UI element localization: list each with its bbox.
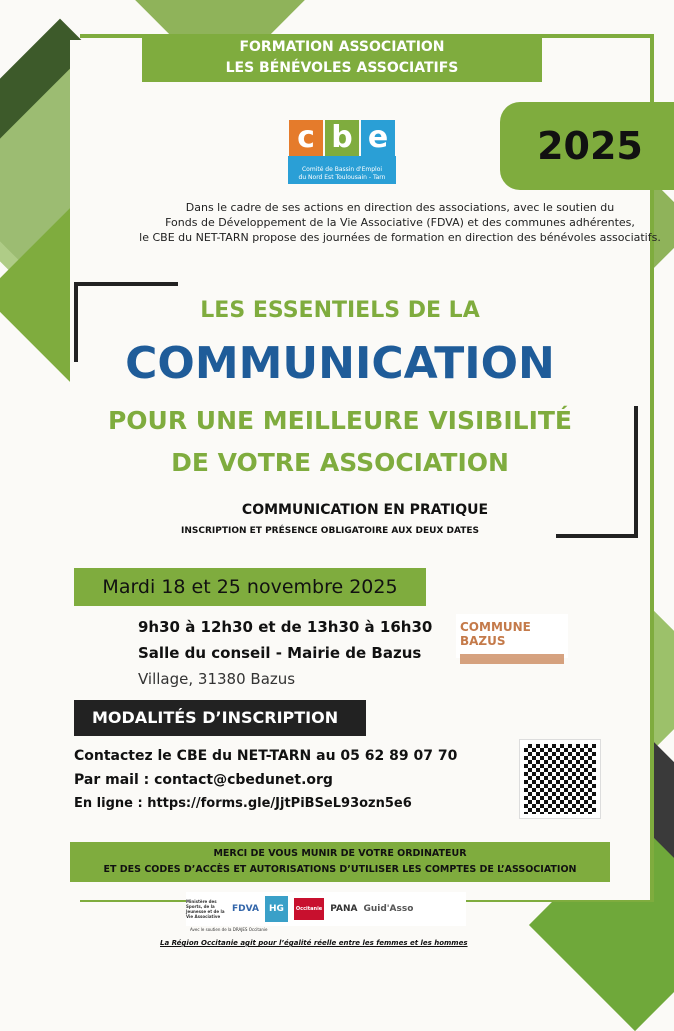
cbe-logo: c b e Comité de Bassin d'Emploi du Nord Est Toulousain - Tarn [288, 120, 396, 192]
contact-block [74, 744, 457, 816]
header-line1: FORMATION ASSOCIATION [239, 39, 445, 55]
year: 2025 [537, 124, 643, 168]
commune-bazus-logo: COMMUNE BAZUS [456, 614, 568, 658]
intro-line: Fonds de Développement de la Vie Associative (FDVA) et des communes adhérentes, [165, 216, 635, 229]
time: 9h30 à 12h30 et de 13h30 à 16h30 [138, 618, 433, 636]
subtitle-1: COMMUNICATION EN PRATIQUE [241, 502, 489, 518]
place: Salle du conseil - Mairie de Bazus [138, 644, 422, 662]
contact-mail[interactable]: Par mail : contact@cbedunet.org [74, 772, 333, 788]
contact-phone: Contactez le CBE du NET-TARN au 05 62 89 07 70 [74, 748, 458, 764]
dates: Mardi 18 et 25 novembre 2025 [102, 576, 398, 598]
intro-line: Dans le cadre de ses actions en direction des associations, avec le soutien du [185, 201, 615, 214]
modalites-title: MODALITÉS D’INSCRIPTION [92, 708, 339, 727]
footer-banner [70, 842, 610, 882]
title-sub1: POUR UNE MEILLEURE VISIBILITÉ [107, 406, 573, 435]
partners-logos: Ministère des Sports, de la Jeunesse et de la Vie Associative FDVA HG Occitanie PANA Guid'Asso [186, 892, 466, 926]
intro-text [130, 200, 670, 245]
logo-caption2: du Nord Est Toulousain - Tarn [298, 174, 386, 181]
footer-line2: ET DES CODES D’ACCÈS ET AUTORISATIONS D’UTILISER LES COMPTES DE L’ASSOCIATION [103, 864, 577, 875]
logo-caption1: Comité de Bassin d'Emploi [301, 166, 383, 173]
title-pre: LES ESSENTIELS DE LA [200, 298, 480, 323]
footer-line1: MERCI DE VOUS MUNIR DE VOTRE ORDINATEUR [213, 848, 467, 859]
modalites-banner [74, 700, 366, 736]
intro-line: le CBE du NET-TARN propose des journées de formation en direction des bénévoles associatifs. [139, 231, 661, 244]
header-line2: LES BÉNÉVOLES ASSOCIATIFS [225, 60, 459, 76]
header-banner [142, 34, 542, 82]
equality-text: La Région Occitanie agit pour l’égalité réelle entre les femmes et les hommes [160, 939, 468, 947]
details [138, 614, 432, 692]
contact-online[interactable]: En ligne : https://forms.gle/JjtPiBSeL93ozn5e6 [74, 796, 412, 811]
title-main: COMMUNICATION [125, 338, 555, 389]
dates-banner [74, 568, 426, 606]
title-sub2: DE VOTRE ASSOCIATION [171, 448, 509, 477]
year-badge [500, 102, 674, 190]
subtitle-2: INSCRIPTION ET PRÉSENCE OBLIGATOIRE AUX DEUX DATES [181, 526, 479, 536]
qr-code[interactable] [520, 740, 600, 818]
support-text: Avec le soutien de la DRAJES Occitanie [190, 927, 268, 932]
address: Village, 31380 Bazus [138, 670, 296, 688]
